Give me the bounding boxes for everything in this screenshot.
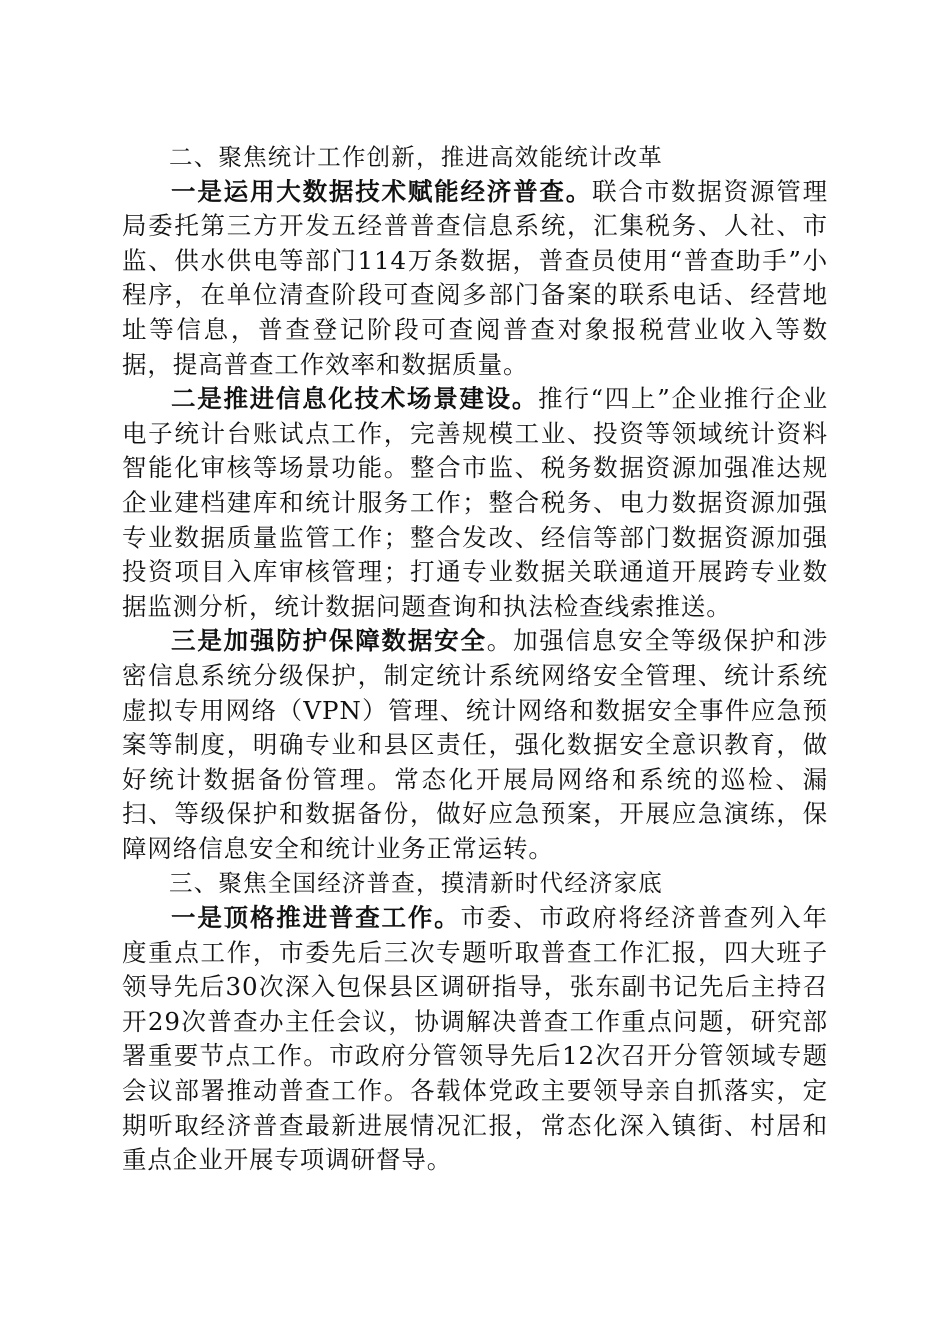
- paragraph-data-security: [122, 624, 828, 866]
- paragraph-lead: 一是运用大数据技术赋能经济普查。: [171, 176, 593, 206]
- section-heading-2: 二、聚焦统计工作创新，推进高效能统计改革: [169, 143, 663, 171]
- paragraph-informatization: [122, 382, 828, 624]
- paragraph-lead: 二是推进信息化技术场景建设。: [171, 384, 539, 414]
- paragraph-body: 联合市数据资源管理局委托第三方开发五经普普查信息系统，汇集税务、人社、市监、供水供电等部门114万条数据，普查员使用“普查助手”小程序，在单位清查阶段可查阅多部门备案的联系电话、经营地址等信息，普查登记阶段可查阅普查对象报税营业收入等数据，提高普查工作效率和数据质量。: [122, 176, 828, 379]
- document-body: [122, 140, 828, 1178]
- section-heading-3: 三、聚焦全国经济普查，摸清新时代经济家底: [169, 869, 663, 898]
- paragraph-body: 推行“四上”企业推行企业电子统计台账试点工作，完善规模工业、投资等领域统计资料智能化审核等场景功能。整合市监、税务数据资源加强准达规企业建档建库和统计服务工作；整合税务、电力数据资源加强专业数据质量监管工作；整合发改、经信等部门数据资源加强投资项目入库审核管理；打通专业数据关联通道开展跨专业数据监测分析，统计数据问题查询和执法检查线索推送。: [122, 384, 828, 621]
- paragraph-body: 市委、市政府将经济普查列入年度重点工作，市委先后三次专题听取普查工作汇报，四大班子领导先后30次深入包保县区调研指导，张东副书记先后主持召开29次普查办主任会议，协调解决普查工作重点问题，研究部署重要节点工作。市政府分管领导先后12次召开分管领域专题会议部署推动普查工作。各载体党政主要领导亲自抓落实，定期听取经济普查最新进展情况汇报，常态化深入镇街、村居和重点企业开展专项调研督导。: [122, 903, 828, 1175]
- paragraph-body: 。加强信息安全等级保护和涉密信息系统分级保护，制定统计系统网络安全管理、统计系统虚拟专用网络（VPN）管理、统计网络和数据安全事件应急预案等制度，明确专业和县区责任，强化数据安全意识教育，做好统计数据备份管理。常态化开展局网络和系统的巡检、漏扫、等级保护和数据备份，做好应急预案，开展应急演练，保障网络信息安全和统计业务正常运转。: [122, 626, 828, 863]
- paragraph-lead: 一是顶格推进普查工作。: [171, 903, 461, 933]
- paragraph-census-work: [122, 901, 828, 1178]
- paragraph-big-data: [122, 175, 828, 383]
- paragraph-lead: 三是加强防护保障数据安全: [171, 626, 487, 656]
